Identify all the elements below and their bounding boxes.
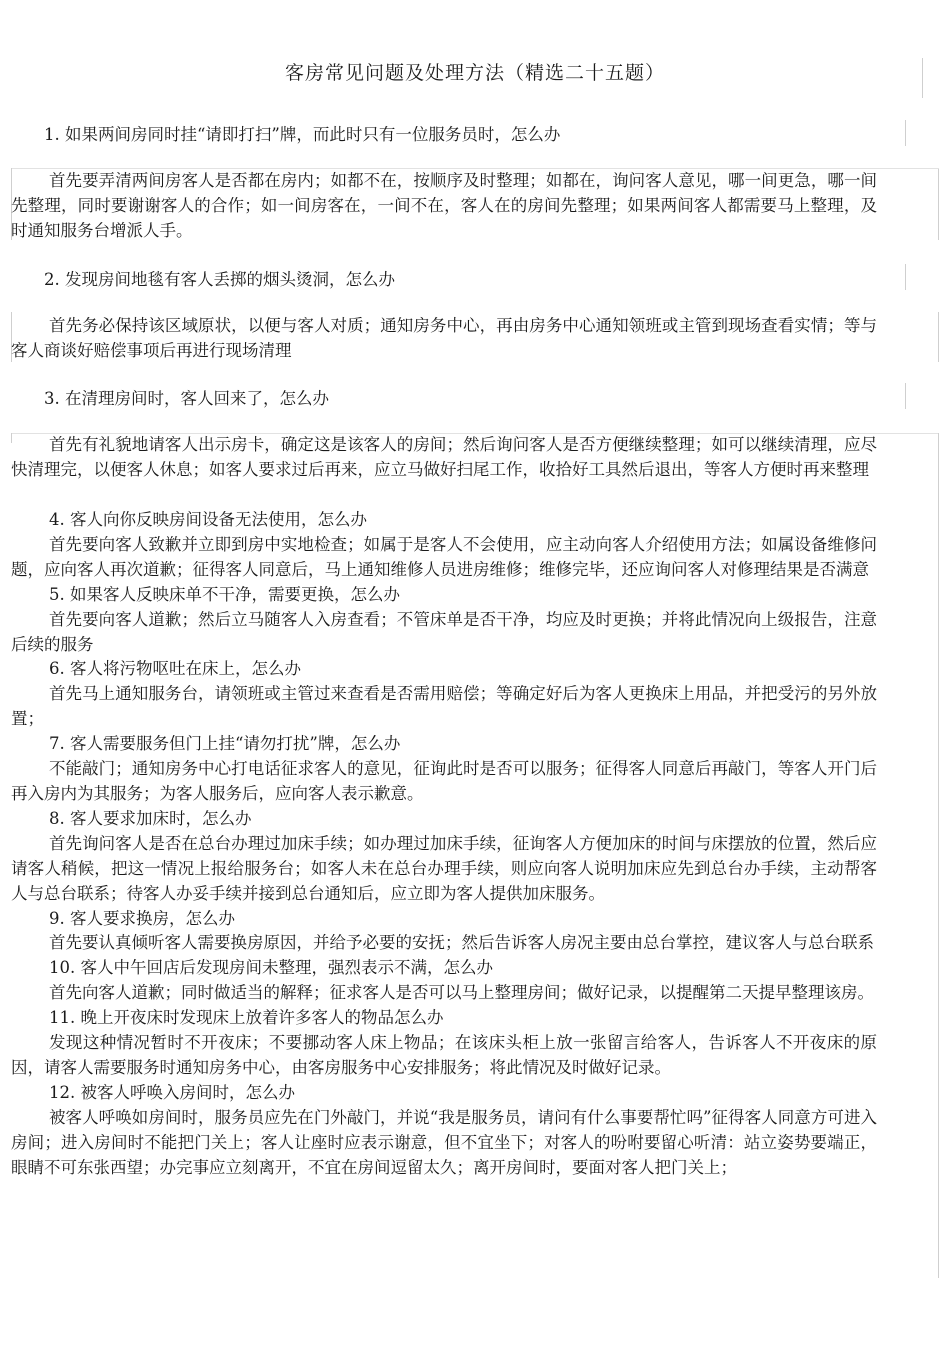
- question-9: 9. 客人要求换房，怎么办: [49, 908, 235, 928]
- answer-5: 首先要向客人道歉；然后立马随客人入房查看；不管床单是否干净，均应及时更换；并将此情况向上级报告，注意后续的服务: [11, 609, 877, 654]
- question-2: 2. 发现房间地毯有客人丢掷的烟头烫洞，怎么办: [44, 270, 395, 289]
- answer-7: 不能敲门；通知房务中心打电话征求客人的意见，征询此时是否可以服务；征得客人同意后再敲门，等客人开门后再入房内为其服务；为客人服务后，应向客人表示歉意。: [11, 759, 877, 803]
- answer-10: 首先向客人道歉；同时做适当的解释；征求客人是否可以马上整理房间；做好记录，以提醒第二天提早整理该房。: [49, 983, 874, 1003]
- question-12: 12. 被客人呼唤入房间时，怎么办: [49, 1082, 295, 1102]
- question-11: 11. 晚上开夜床时发现床上放着许多客人的物品怎么办: [49, 1008, 444, 1028]
- answer-3: 首先有礼貌地请客人出示房卡，确定这是该客人的房间；然后询问客人是否方便继续整理；如可以继续清理，应尽快清理完，以便客人休息；如客人要求过后再来，应立马做好扫尾工作，收拾好工具然后退出，等客人方便时再来整理: [11, 435, 877, 479]
- question-6: 6. 客人将污物呕吐在床上，怎么办: [49, 659, 301, 679]
- question-3: 3. 在清理房间时，客人回来了，怎么办: [44, 389, 329, 408]
- answer-4: 首先要向客人致歉并立即到房中实地检查；如属于是客人不会使用，应主动向客人介绍使用方法；如属设备维修问题，应向客人再次道歉；征得客人同意后，马上通知维修人员进房维修；维修完毕，还应询问客人对修理结果是否满意: [11, 534, 877, 579]
- scan-border: [905, 264, 906, 290]
- answer-12: 被客人呼唤如房间时，服务员应先在门外敲门，并说“我是服务员，请问有什么事要帮忙吗”征得客人同意方可进入房间；进入房间时不能把门关上；客人让座时应表示谢意，但不宜坐下；对客人的吩咐要留心听清：站立姿势要端正，眼睛不可东张西望；办完事应立刻离开，不宜在房间逗留太久；离开房间时，要面对客人把门关上；: [11, 1107, 877, 1177]
- answer-9: 首先要认真倾听客人需要换房原因，并给予必要的安抚；然后告诉客人房况主要由总台掌控，建议客人与总台联系: [49, 933, 874, 953]
- question-1: 1. 如果两间房同时挂“请即打扫”牌，而此时只有一位服务员时，怎么办: [44, 125, 561, 144]
- question-8: 8. 客人要求加床时，怎么办: [49, 808, 252, 828]
- answer-1: 首先要弄清两间房客人是否都在房内；如都不在，按顺序及时整理；如都在，询问客人意见，哪一间更急，哪一间先整理，同时要谢谢客人的合作；如一间房客在，一间不在，客人在的房间先整理；如果两间客人都需要马上整理，及时通知服务台增派人手。: [11, 171, 877, 240]
- scan-border: [938, 168, 939, 240]
- question-10: 10. 客人中午回店后发现房间未整理，强烈表示不满，怎么办: [49, 958, 493, 978]
- scan-border: [905, 383, 906, 409]
- question-7: 7. 客人需要服务但门上挂“请勿打扰”牌，怎么办: [49, 734, 401, 754]
- answer-8: 首先询问客人是否在总台办理过加床手续；如办理过加床手续，征询客人方便加床的时间与床摆放的位置，然后应请客人稍候，把这一情况上报给服务台；如客人未在总台办理手续，则应向客人说明加床应先到总台办手续，主动帮客人与总台联系；待客人办妥手续并接到总台通知后，应立即为客人提供加床服务。: [11, 833, 877, 903]
- answer-2: 首先务必保持该区域原状，以便与客人对质；通知房务中心，再由房务中心通知领班或主管到现场查看实情；等与客人商谈好赔偿事项后再进行现场清理: [11, 316, 877, 360]
- question-5: 5. 如果客人反映床单不干净，需要更换，怎么办: [49, 584, 400, 604]
- answer-6: 首先马上通知服务台，请领班或主管过来查看是否需用赔偿；等确定好后为客人更换床上用品，并把受污的另外放置；: [11, 684, 877, 729]
- question-4: 4. 客人向你反映房间设备无法使用，怎么办: [49, 510, 367, 529]
- scan-border: [905, 120, 906, 146]
- page-title: 客房常见问题及处理方法（精选二十五题）: [284, 62, 665, 84]
- qa-list: [11, 508, 877, 1180]
- scan-border: [938, 433, 939, 1278]
- scan-border: [938, 312, 939, 362]
- answer-11: 发现这种情况暂时不开夜床；不要挪动客人床上物品；在该床头柜上放一张留言给客人，告诉客人不开夜床的原因，请客人需要服务时通知房务中心，由客房服务中心安排服务；将此情况及时做好记录。: [11, 1033, 877, 1077]
